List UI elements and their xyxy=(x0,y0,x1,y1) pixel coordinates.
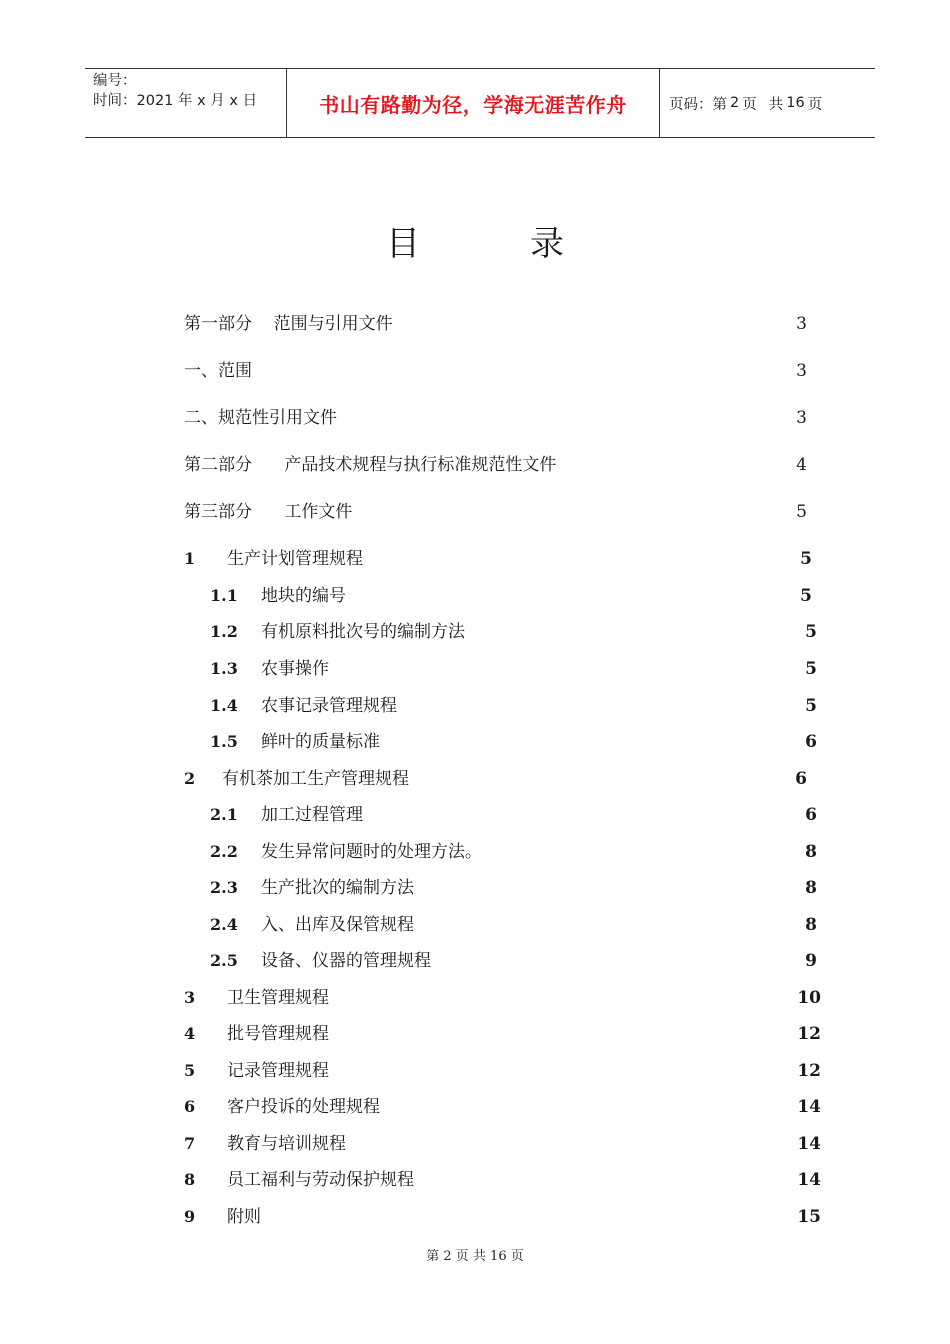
toc-entry-number: 2 xyxy=(184,769,196,788)
toc-entry[interactable] xyxy=(210,838,830,866)
toc-entry[interactable] xyxy=(184,1130,830,1158)
toc-entry[interactable] xyxy=(210,728,830,756)
toc-entry-page: 6 xyxy=(805,732,817,752)
header-meta xyxy=(85,69,286,137)
total-number: 16 xyxy=(786,95,805,111)
toc-entry-number: 2.5 xyxy=(210,951,238,970)
toc-entry-title: 客户投诉的处理规程 xyxy=(227,1097,380,1117)
toc-entry[interactable] xyxy=(184,545,830,573)
toc-entry-number: 1.5 xyxy=(210,732,238,751)
toc-entry-number: 1.4 xyxy=(210,696,238,715)
toc-entry-page: 5 xyxy=(805,659,817,679)
toc-entry-page: 14 xyxy=(797,1134,821,1154)
number-label: 编号： xyxy=(93,73,137,89)
toc-entry-number: 7 xyxy=(184,1134,196,1153)
toc-entry[interactable] xyxy=(210,582,830,610)
toc-entry-number: 1 xyxy=(184,549,196,568)
total-end: 页 xyxy=(807,96,823,113)
toc-entry-number: 3 xyxy=(184,988,196,1007)
toc-entry-number: 8 xyxy=(184,1170,196,1189)
total-label: 共 xyxy=(768,96,784,113)
toc-entry-title: 第一部分 范围与引用文件 xyxy=(184,314,393,334)
toc-entry-page: 15 xyxy=(797,1207,821,1227)
toc-entry-title: 加工过程管理 xyxy=(261,805,363,825)
page-title xyxy=(0,216,950,265)
toc-entry-page: 3 xyxy=(796,361,807,381)
toc-entry[interactable] xyxy=(210,655,830,683)
toc-entry-page: 8 xyxy=(805,915,817,935)
toc-entry[interactable] xyxy=(184,498,830,526)
toc-entry[interactable] xyxy=(210,947,830,975)
toc-entry-page: 10 xyxy=(797,988,821,1008)
toc-entry-page: 5 xyxy=(805,622,817,642)
toc-entry-title: 一、范围 xyxy=(184,361,252,381)
toc-entry-title: 第三部分 工作文件 xyxy=(184,502,353,522)
toc-entry[interactable] xyxy=(184,357,830,385)
header-motto-cell xyxy=(286,69,660,137)
toc-entry-title: 二、规范性引用文件 xyxy=(184,408,337,428)
toc-entry-title: 农事记录管理规程 xyxy=(261,696,397,716)
toc-entry[interactable] xyxy=(184,404,830,432)
header-page-info xyxy=(660,69,875,137)
toc-entry-page: 3 xyxy=(796,408,807,428)
toc-entry[interactable] xyxy=(184,1057,830,1085)
toc-entry-page: 5 xyxy=(800,549,812,569)
toc-entry-number: 4 xyxy=(184,1024,196,1043)
title-char-2: 录 xyxy=(530,224,564,264)
page-footer: 第 2 页 共 16 页 xyxy=(426,1249,524,1264)
toc-entry-page: 9 xyxy=(805,951,817,971)
toc-entry-title: 教育与培训规程 xyxy=(227,1134,346,1154)
toc-entry[interactable] xyxy=(184,310,830,338)
toc-entry-title: 批号管理规程 xyxy=(227,1024,329,1044)
toc-entry[interactable] xyxy=(210,801,830,829)
toc-entry-title: 生产批次的编制方法 xyxy=(261,878,414,898)
toc-entry-number: 1.2 xyxy=(210,622,238,641)
toc-entry-title: 设备、仪器的管理规程 xyxy=(261,951,431,971)
toc-entry-number: 6 xyxy=(184,1097,196,1116)
time-label: 时间：2021 年 x 月 x 日 xyxy=(93,93,258,109)
toc-entry-page: 6 xyxy=(805,805,817,825)
toc-entry-page: 5 xyxy=(805,696,817,716)
toc-entry-page: 6 xyxy=(795,769,807,789)
page-label: 页码：第 xyxy=(669,96,727,113)
toc-entry-title: 地块的编号 xyxy=(261,586,346,606)
toc-entry[interactable] xyxy=(184,1166,830,1194)
toc-entry-number: 1.1 xyxy=(210,586,238,605)
toc-entry-title: 记录管理规程 xyxy=(227,1061,329,1081)
toc-entry-number: 2.1 xyxy=(210,805,238,824)
toc-entry-title: 发生异常问题时的处理方法。 xyxy=(261,842,482,862)
toc-entry-number: 2.4 xyxy=(210,915,238,934)
motto: 书山有路勤为径，学海无涯苦作舟 xyxy=(319,92,627,117)
page-number: 2 xyxy=(730,95,740,111)
toc-entry-page: 5 xyxy=(800,586,812,606)
toc-entry[interactable] xyxy=(184,451,830,479)
toc-entry[interactable] xyxy=(210,618,830,646)
toc-entry-title: 第二部分 产品技术规程与执行标准规范性文件 xyxy=(184,455,557,475)
page-mid: 页 xyxy=(742,96,757,113)
toc-entry[interactable] xyxy=(184,1203,830,1231)
toc-entry-number: 2.2 xyxy=(210,842,238,861)
toc-entry-title: 有机茶加工生产管理规程 xyxy=(222,769,409,789)
toc-entry-page: 12 xyxy=(797,1061,821,1081)
toc-entry-number: 9 xyxy=(184,1207,196,1226)
toc-entry[interactable] xyxy=(210,692,830,720)
toc-entry-page: 5 xyxy=(796,502,807,522)
toc-entry-number: 5 xyxy=(184,1061,196,1080)
toc-entry-number: 1.3 xyxy=(210,659,238,678)
toc-entry-title: 员工福利与劳动保护规程 xyxy=(227,1170,414,1190)
toc-entry-title: 附则 xyxy=(227,1207,261,1227)
toc-entry[interactable] xyxy=(184,1020,830,1048)
toc-entry-title: 农事操作 xyxy=(261,659,329,679)
toc-entry-page: 3 xyxy=(796,314,807,334)
toc-entry-title: 鲜叶的质量标准 xyxy=(261,732,380,752)
toc-entry-title: 入、出库及保管规程 xyxy=(261,915,414,935)
toc-entry-page: 8 xyxy=(805,842,817,862)
toc-entry-page: 12 xyxy=(797,1024,821,1044)
toc-entry-title: 有机原料批次号的编制方法 xyxy=(261,622,465,642)
toc-entry-title: 生产计划管理规程 xyxy=(227,549,363,569)
toc-entry-page: 14 xyxy=(797,1097,821,1117)
toc-entry[interactable] xyxy=(184,984,830,1012)
toc-entry[interactable] xyxy=(184,765,830,793)
toc-entry-page: 8 xyxy=(805,878,817,898)
title-char-1: 目 xyxy=(386,224,420,264)
toc-entry[interactable] xyxy=(210,874,830,902)
toc-entry-page: 14 xyxy=(797,1170,821,1190)
toc-entry-number: 2.3 xyxy=(210,878,238,897)
toc-entry[interactable] xyxy=(210,911,830,939)
toc-entry-page: 4 xyxy=(796,455,807,475)
page-header xyxy=(85,68,875,138)
toc-entry-title: 卫生管理规程 xyxy=(227,988,329,1008)
toc-entry[interactable] xyxy=(184,1093,830,1121)
